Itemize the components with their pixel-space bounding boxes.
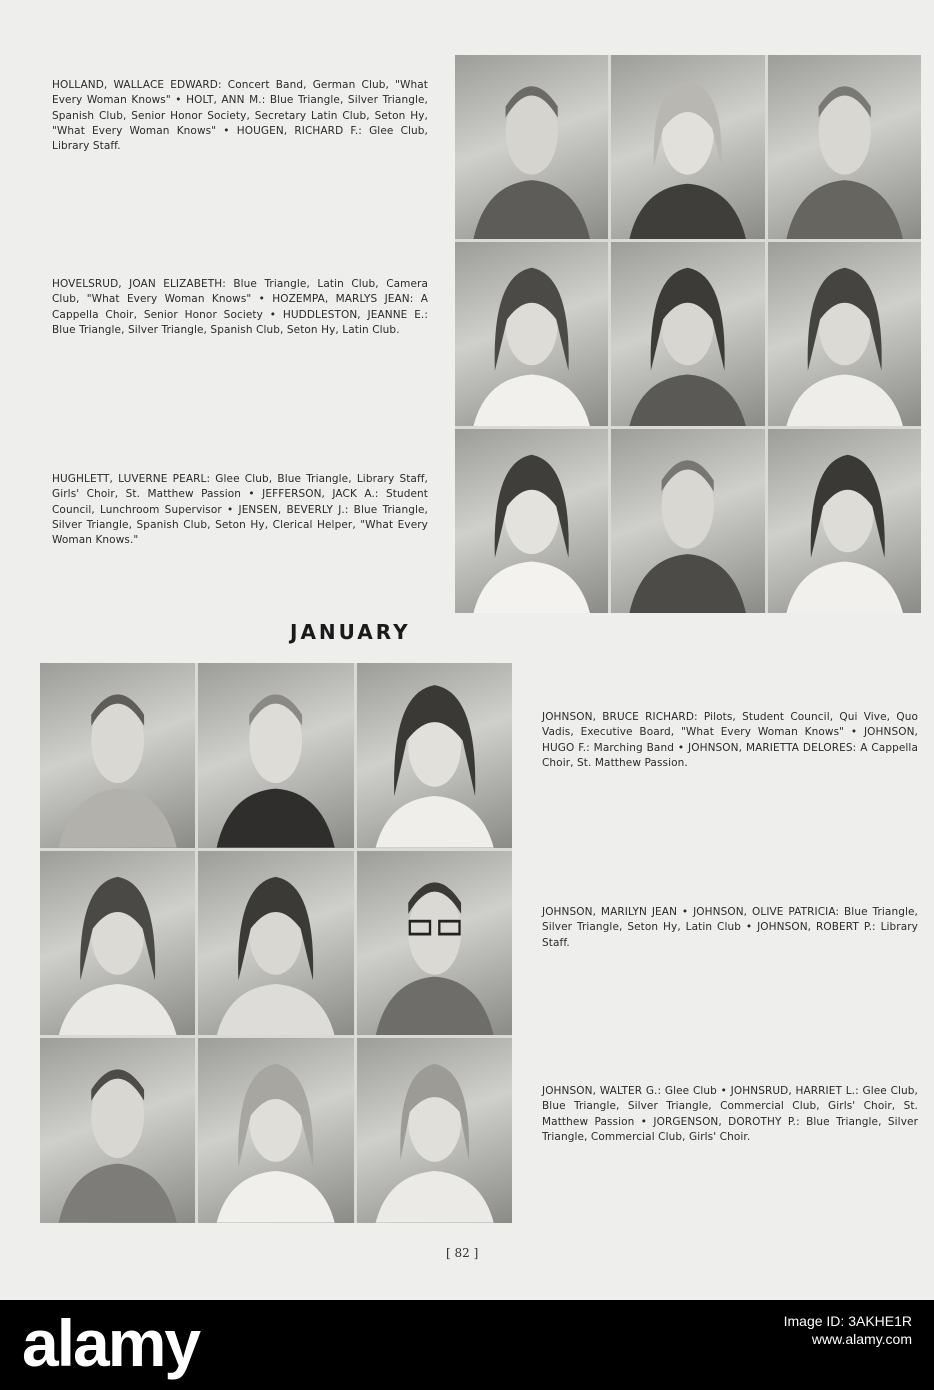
portrait-photo [357, 1038, 512, 1223]
bio-text-holland-holt-hougen: HOLLAND, WALLACE EDWARD: Concert Band, German Club, "What Every Woman Knows" • HOLT, ANN M.: Blue Triangle, Silver Triangle, Spanish Club, Senior Honor Society, Secretary Latin Club, Seton Hy, "What Every Woman Knows" • HOUGEN, RICHARD F.: Glee Club, Library Staff. [52, 79, 428, 153]
bio-text-johnson-marilyn-olive-robert: JOHNSON, MARILYN JEAN • JOHNSON, OLIVE PATRICIA: Blue Triangle, Silver Triangle, Seton Hy, Latin Club • JOHNSON, ROBERT P.: Library Staff. [542, 906, 918, 949]
portrait-photo [768, 55, 921, 239]
image-id-text: Image ID: 3AKHE1R [783, 1313, 912, 1329]
image-id-label [784, 1312, 912, 1348]
portrait-photo [455, 55, 608, 239]
portrait-photo [768, 429, 921, 613]
portrait-photo [40, 851, 195, 1036]
portrait-photo [455, 242, 608, 426]
portrait-photo [40, 1038, 195, 1223]
brand-logo: alamy [22, 1306, 200, 1380]
portrait-grid-bottom [40, 663, 512, 1223]
portrait-photo [611, 429, 764, 613]
portrait-photo [357, 851, 512, 1036]
section-heading: JANUARY [290, 620, 411, 644]
portrait-photo [40, 663, 195, 848]
portrait-photo [198, 663, 353, 848]
portrait-photo [357, 663, 512, 848]
page-number: [ 82 ] [446, 1246, 479, 1260]
portrait-photo [768, 242, 921, 426]
portrait-photo [198, 1038, 353, 1223]
portrait-photo [611, 242, 764, 426]
portrait-photo [455, 429, 608, 613]
bio-text-johnson-bruce-hugo-marietta: JOHNSON, BRUCE RICHARD: Pilots, Student Council, Qui Vive, Quo Vadis, Executive Board, "What Every Woman Knows" • JOHNSON, HUGO F.: Marching Band • JOHNSON, MARIETTA DELORES: A Cappella Choir, St. Matthew Passion. [542, 711, 918, 769]
website-text: www.alamy.com [811, 1331, 912, 1347]
portrait-grid-top [455, 55, 921, 613]
portrait-photo [611, 55, 764, 239]
portrait-photo [198, 851, 353, 1036]
bio-text-hughlett-jefferson-jensen: HUGHLETT, LUVERNE PEARL: Glee Club, Blue Triangle, Library Staff, Girls' Choir, St. Matthew Passion • JEFFERSON, JACK A.: Student Council, Lunchroom Supervisor • JENSEN, BEVERLY J.: Blue Triangle, Silver Triangle, Spanish Club, Seton Hy, Clerical Helper, "What Every Woman Knows." [52, 473, 428, 547]
bio-text-hovelsrud-hozempa-huddleston: HOVELSRUD, JOAN ELIZABETH: Blue Triangle, Latin Club, Camera Club, "What Every Woman Knows" • HOZEMPA, MARLYS JEAN: A Cappella Choir, Senior Honor Society • HUDDLESTON, JEANNE E.: Blue Triangle, Silver Triangle, Spanish Club, Seton Hy, Latin Club. [52, 278, 428, 336]
bio-text-johnson-johnsrud-jorgenson: JOHNSON, WALTER G.: Glee Club • JOHNSRUD, HARRIET L.: Glee Club, Blue Triangle, Silver Triangle, Commercial Club, Girls' Choir, St. Matthew Passion • JORGENSON, DOROTHY P.: Blue Triangle, Silver Triangle, Commercial Club, Girls' Choir. [542, 1085, 918, 1143]
